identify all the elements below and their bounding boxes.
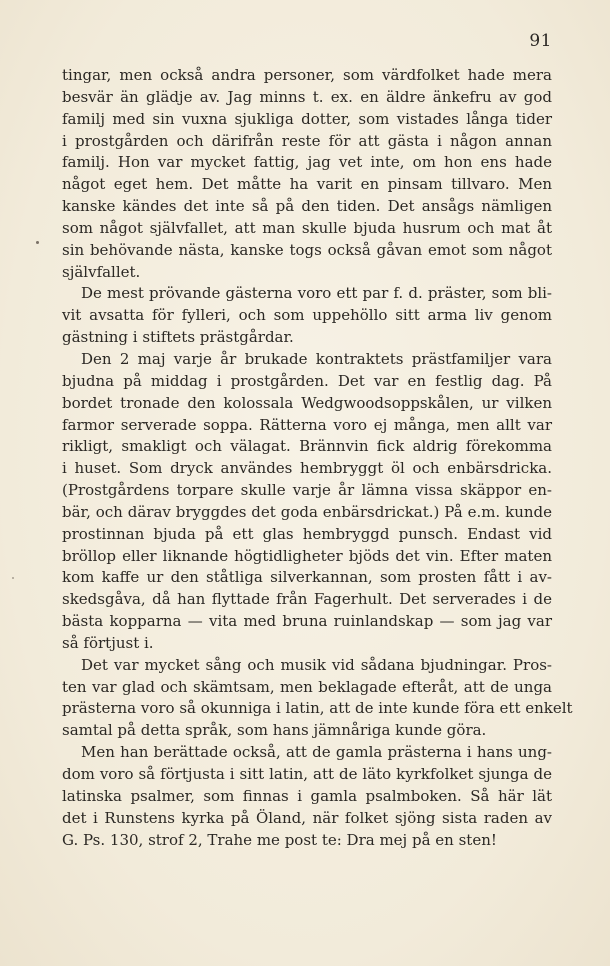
print-speck	[12, 577, 14, 579]
text-line: De mest prövande gästerna voro ett par f. d. präster, som bli-	[81, 284, 552, 303]
text-line: bordet tronade den kolossala Wedgwoodsoppskålen, ur vilken	[62, 393, 552, 412]
print-speck	[36, 241, 39, 244]
text-line: (Prostgårdens torpare skulle varje år lämna vissa skäppor en-	[62, 481, 552, 500]
text-line: i huset. Som dryck användes hembryggt öl och enbärsdricka.	[62, 459, 552, 478]
text-line: Men han berättade också, att de gamla prästerna i hans ung-	[81, 743, 552, 762]
text-line: kanske kändes det inte så på den tiden. Det ansågs nämligen	[62, 197, 552, 216]
text-line: prostinnan bjuda på ett glas hembryggd punsch. Endast vid	[62, 524, 552, 543]
text-line: G. Ps. 130, strof 2, Trahe me post te: Dra mej på en sten!	[62, 830, 497, 849]
text-line: som något självfallet, att man skulle bjuda husrum och mat åt	[62, 218, 552, 237]
text-line: samtal på detta språk, som hans jämnåriga kunde göra.	[62, 721, 487, 740]
text-line: rikligt, smakligt och välagat. Brännvin fick aldrig förekomma	[62, 437, 552, 456]
text-line: besvär än glädje av. Jag minns t. ex. en äldre änkefru av god	[62, 87, 552, 106]
text-line: självfallet.	[62, 262, 141, 281]
text-line: bästa kopparna — vita med bruna ruinlandskap — som jag var	[62, 612, 552, 631]
text-line: farmor serverade soppa. Rätterna voro ej många, men allt var	[62, 415, 552, 434]
text-line: familj. Hon var mycket fattig, jag vet inte, om hon ens hade	[62, 153, 552, 172]
text-line: prästerna voro så okunniga i latin, att de inte kunde föra ett enkelt	[62, 699, 573, 718]
text-line: dom voro så förtjusta i sitt latin, att de läto kyrkfolket sjunga de	[62, 765, 552, 783]
body-text	[62, 65, 573, 851]
text-line: familj med sin vuxna sjukliga dotter, som vistades långa tider	[62, 109, 552, 128]
text-line: skedsgåva, då han flyttade från Fagerhult. Det serverades i de	[62, 590, 552, 609]
text-line: bär, och därav bryggdes det goda enbärsdrickat.) På e.m. kunde	[62, 502, 552, 521]
text-line: kom kaffe ur den ståtliga silverkannan, som prosten fått i av-	[62, 568, 552, 587]
text-line: tingar, men också andra personer, som värdfolket hade mera	[62, 66, 552, 84]
page-number: 91	[529, 31, 552, 51]
text-line: latinska psalmer, som finnas i gamla psalmboken. Så här lät	[62, 786, 552, 805]
text-line: ten var glad och skämtsam, men beklagade efteråt, att de unga	[62, 677, 552, 696]
text-line: bröllop eller liknande högtidligheter bjöds det vin. Efter maten	[62, 546, 552, 565]
text-line: så förtjust i.	[62, 633, 154, 652]
text-line: sin behövande nästa, kanske togs också gåvan emot som något	[62, 240, 552, 259]
text-line: Den 2 maj varje år brukade kontraktets prästfamiljer vara	[81, 349, 552, 368]
text-line: i prostgården och därifrån reste för att gästa i någon annan	[62, 131, 552, 150]
text-line: något eget hem. Det måtte ha varit en pinsam tillvaro. Men	[62, 175, 552, 194]
text-line: Det var mycket sång och musik vid sådana bjudningar. Pros-	[81, 655, 552, 674]
text-line: det i Runstens kyrka på Öland, när folket sjöng sista raden av	[62, 808, 552, 827]
text-line: bjudna på middag i prostgården. Det var en festlig dag. På	[62, 371, 552, 390]
text-line: vit avsatta för fylleri, och som uppehöllo sitt arma liv genom	[62, 306, 552, 325]
text-line: gästning i stiftets prästgårdar.	[62, 328, 294, 347]
